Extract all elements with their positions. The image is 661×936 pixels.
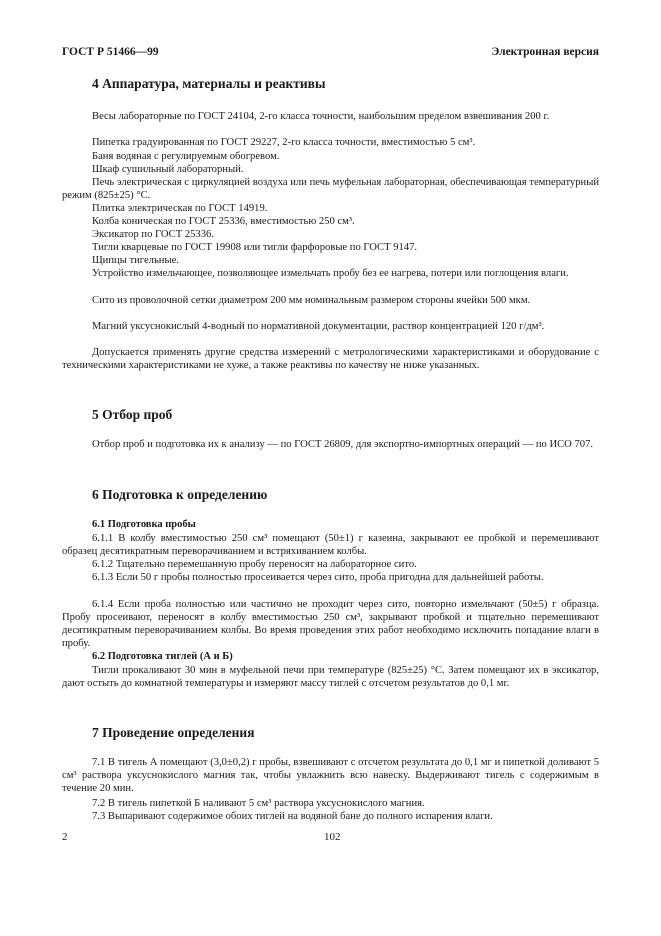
section-6-title: 6 Подготовка к определению (92, 487, 268, 502)
page-number: 2 (62, 831, 68, 843)
section-4-title: 4 Аппаратура, материалы и реактивы (92, 76, 326, 91)
paragraph: Сито из проволочной сетки диаметром 200 мм номинальным размером стороны ячейки 500 мкм. (92, 295, 531, 306)
paragraph: Баня водяная с регулируемым обогревом. (92, 151, 280, 162)
paragraph: Весы лабораторные по ГОСТ 24104, 2-го класса точности, наибольшим пределом взвешивания 200 г. (92, 111, 550, 122)
document-page-number: 102 (324, 831, 341, 843)
paragraph: Пипетка градуированная по ГОСТ 29227, 2-го класса точности, вместимостью 5 см³. (92, 137, 476, 148)
paragraph: Тигли кварцевые по ГОСТ 19908 или тигли фарфоровые по ГОСТ 9147. (92, 242, 418, 253)
paragraph: Шкаф сушильный лабораторный. (92, 164, 244, 175)
section-7-title: 7 Проведение определения (92, 725, 255, 740)
paragraph: 6.1.1 В колбу вместимостью 250 см³ помещают (50±1) г казеина, закрывают ее пробкой и перемешивают образец десятикратным переворачиванием и встряхиванием колбы. (62, 533, 599, 558)
paragraph: Колба коническая по ГОСТ 25336, вместимостью 250 см³. (92, 216, 355, 227)
paragraph: Устройство измельчающее, позволяющее измельчать пробу без ее нагрева, потери или поглощения влаги. (92, 268, 569, 279)
paragraph: Эксикатор по ГОСТ 25336. (92, 229, 214, 240)
paragraph: 7.3 Выпаривают содержимое обоих тиглей на водяной бане до полного испарения влаги. (92, 811, 493, 822)
paragraph: 7.2 В тигель пипеткой Б наливают 5 см³ раствора уксуснокислого магния. (92, 798, 425, 809)
subsection-6-1-title: 6.1 Подготовка пробы (92, 519, 196, 530)
paragraph: Отбор проб и подготовка их к анализу — по ГОСТ 26809, для экспортно-импортных операций — по ИСО 707. (92, 439, 594, 450)
paragraph: Печь электрическая с циркуляцией воздуха или печь муфельная лабораторная, обеспечивающая температурный режим (825±25) °С. (62, 177, 599, 202)
paragraph: 6.1.4 Если проба полностью или частично не проходит через сито, повторно измельчают (50±5) г образца. Пробу просеивают, переносят в колбу вместимостью 250 см³, закрывают пробкой и тщательно перемешивают десятикратным переворачиванием колбы. Во время проведения этих работ необходимо исключить попадание влаги в пробу. (62, 599, 599, 650)
paragraph: 7.1 В тигель А помещают (3,0±0,2) г пробы, взвешивают с отсчетом результата до 0,1 мг и пипеткой доливают 5 см³ раствора уксуснокислого магния так, чтобы увлажнить всю навеску. Выдерживают тигель с содержимым в течение 20 мин. (62, 757, 599, 795)
paragraph: Плитка электрическая по ГОСТ 14919. (92, 203, 268, 214)
paragraph: Магний уксуснокислый 4-водный по нормативной документации, раствор концентрацией 120 г/дм³. (92, 321, 545, 332)
paragraph: 6.1.3 Если 50 г пробы полностью просеивается через сито, проба пригодна для дальнейшей работы. (92, 572, 544, 583)
header-edition: Электронная версия (491, 46, 599, 58)
header-standard-code: ГОСТ Р 51466—99 (62, 46, 159, 58)
paragraph: 6.1.2 Тщательно перемешанную пробу переносят на лабораторное сито. (92, 559, 417, 570)
paragraph: Тигли прокаливают 30 мин в муфельной печи при температуре (825±25) °С. Затем помещают их в эксикатор, дают остыть до комнатной температуры и измеряют массу тиглей с отсчетом результатов до 0,1 мг. (62, 665, 599, 690)
section-5-title: 5 Отбор проб (92, 407, 173, 422)
paragraph: Щипцы тигельные. (92, 255, 179, 266)
subsection-6-2-title: 6.2 Подготовка тиглей (А и Б) (92, 651, 233, 662)
paragraph: Допускается применять другие средства измерений с метрологическими характеристиками и оборудование с техническими характеристиками не хуже, а также реактивы по качеству не ниже указанных. (62, 347, 599, 372)
